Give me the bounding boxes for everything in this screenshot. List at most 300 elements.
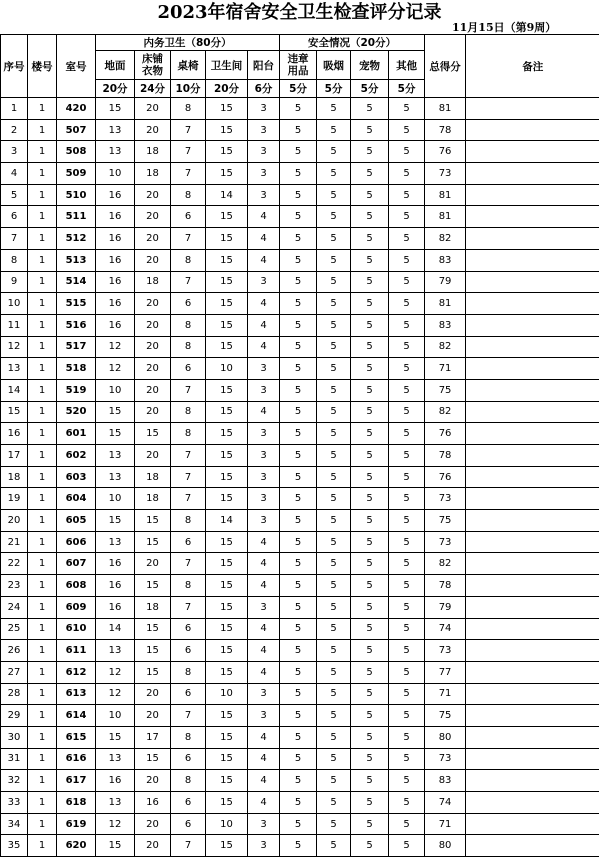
- table-cell: 6: [171, 358, 206, 380]
- note-cell: [466, 314, 599, 336]
- table-cell: 12: [96, 661, 135, 683]
- table-cell: 5: [317, 575, 351, 597]
- score-table: [0, 34, 599, 857]
- table-cell: 15: [206, 141, 248, 163]
- table-cell: 5: [351, 618, 389, 640]
- table-cell: 5: [389, 163, 425, 185]
- table-cell: 5: [351, 596, 389, 618]
- table-cell: 15: [206, 98, 248, 120]
- table-cell: 4: [248, 314, 280, 336]
- table-cell: 5: [351, 358, 389, 380]
- table-cell: 8: [171, 401, 206, 423]
- table-cell: 6: [171, 640, 206, 662]
- table-cell: 5: [389, 488, 425, 510]
- table-cell: 8: [171, 336, 206, 358]
- table-cell: 1: [28, 726, 57, 748]
- table-cell: 5: [1, 184, 28, 206]
- table-cell: 17: [135, 726, 171, 748]
- table-cell: 8: [171, 726, 206, 748]
- header-item: 阳台: [248, 51, 280, 80]
- table-cell: 31: [1, 748, 28, 770]
- table-cell: 5: [389, 249, 425, 271]
- room-cell: 618: [57, 792, 96, 814]
- room-cell: 420: [57, 98, 96, 120]
- table-cell: 5: [389, 401, 425, 423]
- table-cell: 15: [206, 792, 248, 814]
- table-row: [1, 683, 599, 705]
- table-cell: 5: [389, 336, 425, 358]
- table-cell: 5: [389, 206, 425, 228]
- table-cell: 15: [206, 618, 248, 640]
- header-total: 总得分: [425, 35, 466, 98]
- table-row: [1, 314, 599, 336]
- table-cell: 3: [248, 358, 280, 380]
- room-cell: 610: [57, 618, 96, 640]
- total-cell: 74: [425, 618, 466, 640]
- table-cell: 15: [206, 835, 248, 857]
- table-cell: 5: [317, 336, 351, 358]
- table-cell: 3: [248, 163, 280, 185]
- table-cell: 5: [280, 596, 317, 618]
- table-cell: 15: [96, 423, 135, 445]
- table-cell: 20: [135, 293, 171, 315]
- table-cell: 5: [317, 184, 351, 206]
- table-cell: 5: [317, 596, 351, 618]
- table-cell: 1: [28, 423, 57, 445]
- table-cell: 20: [135, 249, 171, 271]
- table-cell: 4: [248, 228, 280, 250]
- table-cell: 5: [351, 445, 389, 467]
- table-cell: 15: [135, 510, 171, 532]
- table-cell: 8: [171, 510, 206, 532]
- table-cell: 5: [317, 705, 351, 727]
- table-cell: 15: [135, 661, 171, 683]
- table-cell: 5: [351, 575, 389, 597]
- room-cell: 609: [57, 596, 96, 618]
- table-cell: 16: [96, 228, 135, 250]
- table-cell: 1: [28, 98, 57, 120]
- note-cell: [466, 119, 599, 141]
- table-cell: 8: [171, 314, 206, 336]
- table-cell: 4: [248, 726, 280, 748]
- table-cell: 18: [135, 141, 171, 163]
- table-cell: 20: [135, 206, 171, 228]
- table-cell: 20: [135, 770, 171, 792]
- table-cell: 15: [206, 423, 248, 445]
- header-max-score: 5分: [317, 80, 351, 98]
- total-cell: 82: [425, 336, 466, 358]
- note-cell: [466, 184, 599, 206]
- table-cell: 1: [28, 119, 57, 141]
- total-cell: 76: [425, 466, 466, 488]
- table-body: [1, 98, 599, 857]
- table-cell: 7: [171, 596, 206, 618]
- table-cell: 15: [206, 314, 248, 336]
- total-cell: 73: [425, 488, 466, 510]
- header-note: 备注: [466, 35, 599, 98]
- header-safety-group: 安全情况（20分）: [280, 35, 425, 51]
- table-cell: 1: [28, 379, 57, 401]
- room-cell: 605: [57, 510, 96, 532]
- table-cell: 4: [248, 336, 280, 358]
- table-row: [1, 206, 599, 228]
- table-cell: 16: [1, 423, 28, 445]
- table-cell: 14: [96, 618, 135, 640]
- note-cell: [466, 293, 599, 315]
- table-cell: 5: [389, 423, 425, 445]
- table-cell: 4: [248, 661, 280, 683]
- table-cell: 15: [206, 596, 248, 618]
- note-cell: [466, 228, 599, 250]
- table-cell: 20: [135, 835, 171, 857]
- table-cell: 3: [1, 141, 28, 163]
- table-cell: 15: [135, 531, 171, 553]
- total-cell: 73: [425, 640, 466, 662]
- header-item: 卫生间: [206, 51, 248, 80]
- table-cell: 5: [280, 119, 317, 141]
- note-cell: [466, 705, 599, 727]
- table-row: [1, 163, 599, 185]
- table-cell: 5: [351, 748, 389, 770]
- table-cell: 5: [317, 770, 351, 792]
- table-cell: 21: [1, 531, 28, 553]
- table-cell: 1: [28, 748, 57, 770]
- table-cell: 15: [96, 726, 135, 748]
- table-cell: 26: [1, 640, 28, 662]
- note-cell: [466, 163, 599, 185]
- note-cell: [466, 510, 599, 532]
- total-cell: 83: [425, 314, 466, 336]
- table-cell: 5: [280, 206, 317, 228]
- table-cell: 5: [280, 748, 317, 770]
- table-cell: 1: [28, 228, 57, 250]
- table-cell: 3: [248, 271, 280, 293]
- note-cell: [466, 379, 599, 401]
- table-cell: 5: [351, 661, 389, 683]
- table-cell: 5: [351, 141, 389, 163]
- total-cell: 73: [425, 163, 466, 185]
- note-cell: [466, 488, 599, 510]
- table-cell: 15: [206, 705, 248, 727]
- table-cell: 5: [317, 314, 351, 336]
- table-cell: 4: [248, 575, 280, 597]
- table-cell: 3: [248, 141, 280, 163]
- header-max-score: 24分: [135, 80, 171, 98]
- table-cell: 5: [317, 726, 351, 748]
- table-cell: 5: [280, 379, 317, 401]
- total-cell: 73: [425, 748, 466, 770]
- room-cell: 611: [57, 640, 96, 662]
- table-row: [1, 228, 599, 250]
- table-cell: 16: [135, 792, 171, 814]
- table-row: [1, 466, 599, 488]
- header-max-score: 5分: [351, 80, 389, 98]
- table-cell: 14: [1, 379, 28, 401]
- note-cell: [466, 618, 599, 640]
- total-cell: 82: [425, 228, 466, 250]
- total-cell: 76: [425, 141, 466, 163]
- room-cell: 602: [57, 445, 96, 467]
- table-cell: 18: [135, 163, 171, 185]
- table-row: [1, 510, 599, 532]
- table-cell: 1: [28, 445, 57, 467]
- room-cell: 511: [57, 206, 96, 228]
- total-cell: 71: [425, 813, 466, 835]
- table-row: [1, 271, 599, 293]
- table-cell: 5: [351, 314, 389, 336]
- table-cell: 5: [317, 748, 351, 770]
- table-cell: 4: [248, 640, 280, 662]
- table-cell: 5: [351, 466, 389, 488]
- table-cell: 5: [280, 358, 317, 380]
- total-cell: 78: [425, 445, 466, 467]
- table-cell: 15: [206, 228, 248, 250]
- table-cell: 15: [206, 748, 248, 770]
- table-cell: 5: [280, 314, 317, 336]
- table-cell: 5: [317, 618, 351, 640]
- table-cell: 10: [206, 358, 248, 380]
- table-cell: 1: [28, 792, 57, 814]
- table-cell: 16: [96, 553, 135, 575]
- table-cell: 11: [1, 314, 28, 336]
- table-cell: 7: [171, 705, 206, 727]
- table-cell: 3: [248, 510, 280, 532]
- table-cell: 15: [206, 553, 248, 575]
- table-cell: 1: [28, 163, 57, 185]
- table-cell: 5: [351, 206, 389, 228]
- table-cell: 7: [1, 228, 28, 250]
- table-cell: 5: [351, 119, 389, 141]
- table-cell: 5: [280, 293, 317, 315]
- table-cell: 15: [135, 575, 171, 597]
- table-cell: 4: [248, 770, 280, 792]
- table-cell: 20: [135, 119, 171, 141]
- table-cell: 20: [135, 379, 171, 401]
- table-cell: 5: [317, 358, 351, 380]
- table-cell: 6: [171, 748, 206, 770]
- table-cell: 5: [351, 835, 389, 857]
- table-row: [1, 813, 599, 835]
- table-cell: 3: [248, 379, 280, 401]
- table-cell: 1: [28, 466, 57, 488]
- table-cell: 15: [96, 98, 135, 120]
- page-title: 2023年宿舍安全卫生检查评分记录: [0, 2, 599, 24]
- table-cell: 33: [1, 792, 28, 814]
- table-cell: 1: [28, 813, 57, 835]
- table-cell: 8: [171, 661, 206, 683]
- table-cell: 6: [171, 293, 206, 315]
- table-cell: 29: [1, 705, 28, 727]
- table-cell: 5: [280, 466, 317, 488]
- table-cell: 13: [96, 466, 135, 488]
- total-cell: 77: [425, 661, 466, 683]
- table-cell: 1: [1, 98, 28, 120]
- table-cell: 5: [317, 661, 351, 683]
- table-cell: 3: [248, 813, 280, 835]
- table-cell: 4: [248, 553, 280, 575]
- table-cell: 4: [248, 748, 280, 770]
- table-cell: 1: [28, 206, 57, 228]
- table-row: [1, 575, 599, 597]
- table-cell: 5: [317, 683, 351, 705]
- table-cell: 5: [389, 770, 425, 792]
- table-cell: 3: [248, 705, 280, 727]
- total-cell: 76: [425, 423, 466, 445]
- note-cell: [466, 770, 599, 792]
- table-cell: 1: [28, 314, 57, 336]
- note-cell: [466, 336, 599, 358]
- table-cell: 16: [96, 249, 135, 271]
- table-cell: 5: [351, 184, 389, 206]
- table-cell: 15: [206, 640, 248, 662]
- table-cell: 3: [248, 596, 280, 618]
- table-cell: 6: [171, 206, 206, 228]
- table-cell: 18: [1, 466, 28, 488]
- table-cell: 15: [206, 445, 248, 467]
- table-cell: 20: [135, 336, 171, 358]
- table-cell: 13: [96, 119, 135, 141]
- table-cell: 15: [206, 271, 248, 293]
- table-cell: 5: [351, 163, 389, 185]
- table-cell: 15: [206, 661, 248, 683]
- table-cell: 18: [135, 596, 171, 618]
- table-cell: 5: [389, 683, 425, 705]
- room-cell: 613: [57, 683, 96, 705]
- table-cell: 5: [351, 770, 389, 792]
- total-cell: 78: [425, 575, 466, 597]
- table-cell: 7: [171, 553, 206, 575]
- table-cell: 16: [96, 271, 135, 293]
- table-cell: 7: [171, 163, 206, 185]
- table-cell: 5: [351, 401, 389, 423]
- total-cell: 74: [425, 792, 466, 814]
- room-cell: 507: [57, 119, 96, 141]
- room-cell: 614: [57, 705, 96, 727]
- table-row: [1, 293, 599, 315]
- table-cell: 8: [1, 249, 28, 271]
- table-cell: 5: [351, 249, 389, 271]
- table-cell: 4: [248, 293, 280, 315]
- room-cell: 519: [57, 379, 96, 401]
- header-max-score: 5分: [389, 80, 425, 98]
- table-cell: 7: [171, 835, 206, 857]
- table-cell: 4: [248, 249, 280, 271]
- table-cell: 15: [206, 401, 248, 423]
- table-row: [1, 379, 599, 401]
- table-cell: 10: [96, 163, 135, 185]
- table-cell: 22: [1, 553, 28, 575]
- room-cell: 515: [57, 293, 96, 315]
- table-cell: 5: [317, 466, 351, 488]
- table-cell: 5: [280, 163, 317, 185]
- table-cell: 3: [248, 423, 280, 445]
- table-cell: 27: [1, 661, 28, 683]
- header-item: 地面: [96, 51, 135, 80]
- header-max-score: 5分: [280, 80, 317, 98]
- table-cell: 13: [96, 531, 135, 553]
- table-cell: 5: [317, 228, 351, 250]
- table-cell: 10: [96, 705, 135, 727]
- table-cell: 24: [1, 596, 28, 618]
- table-cell: 13: [96, 792, 135, 814]
- table-row: [1, 661, 599, 683]
- table-cell: 5: [280, 184, 317, 206]
- room-cell: 620: [57, 835, 96, 857]
- note-cell: [466, 531, 599, 553]
- table-cell: 5: [317, 510, 351, 532]
- table-cell: 1: [28, 835, 57, 857]
- table-cell: 5: [351, 813, 389, 835]
- room-cell: 517: [57, 336, 96, 358]
- header-item: 桌椅: [171, 51, 206, 80]
- table-cell: 1: [28, 553, 57, 575]
- table-cell: 15: [206, 575, 248, 597]
- room-cell: 510: [57, 184, 96, 206]
- table-cell: 5: [280, 813, 317, 835]
- table-cell: 18: [135, 466, 171, 488]
- total-cell: 78: [425, 119, 466, 141]
- table-cell: 8: [171, 249, 206, 271]
- table-cell: 4: [248, 401, 280, 423]
- table-cell: 5: [280, 401, 317, 423]
- room-cell: 607: [57, 553, 96, 575]
- table-cell: 28: [1, 683, 28, 705]
- room-cell: 606: [57, 531, 96, 553]
- table-row: [1, 445, 599, 467]
- total-cell: 75: [425, 705, 466, 727]
- total-cell: 83: [425, 770, 466, 792]
- table-row: [1, 770, 599, 792]
- table-cell: 5: [280, 640, 317, 662]
- total-cell: 73: [425, 531, 466, 553]
- table-cell: 4: [248, 206, 280, 228]
- table-cell: 35: [1, 835, 28, 857]
- table-cell: 1: [28, 575, 57, 597]
- total-cell: 82: [425, 401, 466, 423]
- table-cell: 5: [317, 249, 351, 271]
- table-cell: 5: [317, 271, 351, 293]
- table-cell: 20: [135, 445, 171, 467]
- table-cell: 16: [96, 206, 135, 228]
- table-row: [1, 119, 599, 141]
- table-row: [1, 726, 599, 748]
- table-cell: 15: [206, 770, 248, 792]
- table-cell: 5: [317, 640, 351, 662]
- table-row: [1, 423, 599, 445]
- header-item: 床铺 衣物: [135, 51, 171, 80]
- table-cell: 5: [389, 705, 425, 727]
- table-cell: 10: [206, 683, 248, 705]
- table-cell: 5: [280, 423, 317, 445]
- note-cell: [466, 466, 599, 488]
- table-cell: 5: [389, 510, 425, 532]
- table-cell: 5: [280, 98, 317, 120]
- note-cell: [466, 445, 599, 467]
- table-cell: 8: [171, 575, 206, 597]
- table-cell: 8: [171, 184, 206, 206]
- table-cell: 15: [206, 163, 248, 185]
- table-cell: 5: [351, 683, 389, 705]
- table-cell: 5: [280, 661, 317, 683]
- table-cell: 1: [28, 596, 57, 618]
- table-cell: 20: [135, 228, 171, 250]
- table-cell: 5: [317, 553, 351, 575]
- table-cell: 20: [135, 553, 171, 575]
- table-cell: 5: [389, 835, 425, 857]
- header-internal-group: 内务卫生（80分）: [96, 35, 280, 51]
- room-cell: 619: [57, 813, 96, 835]
- table-cell: 3: [248, 184, 280, 206]
